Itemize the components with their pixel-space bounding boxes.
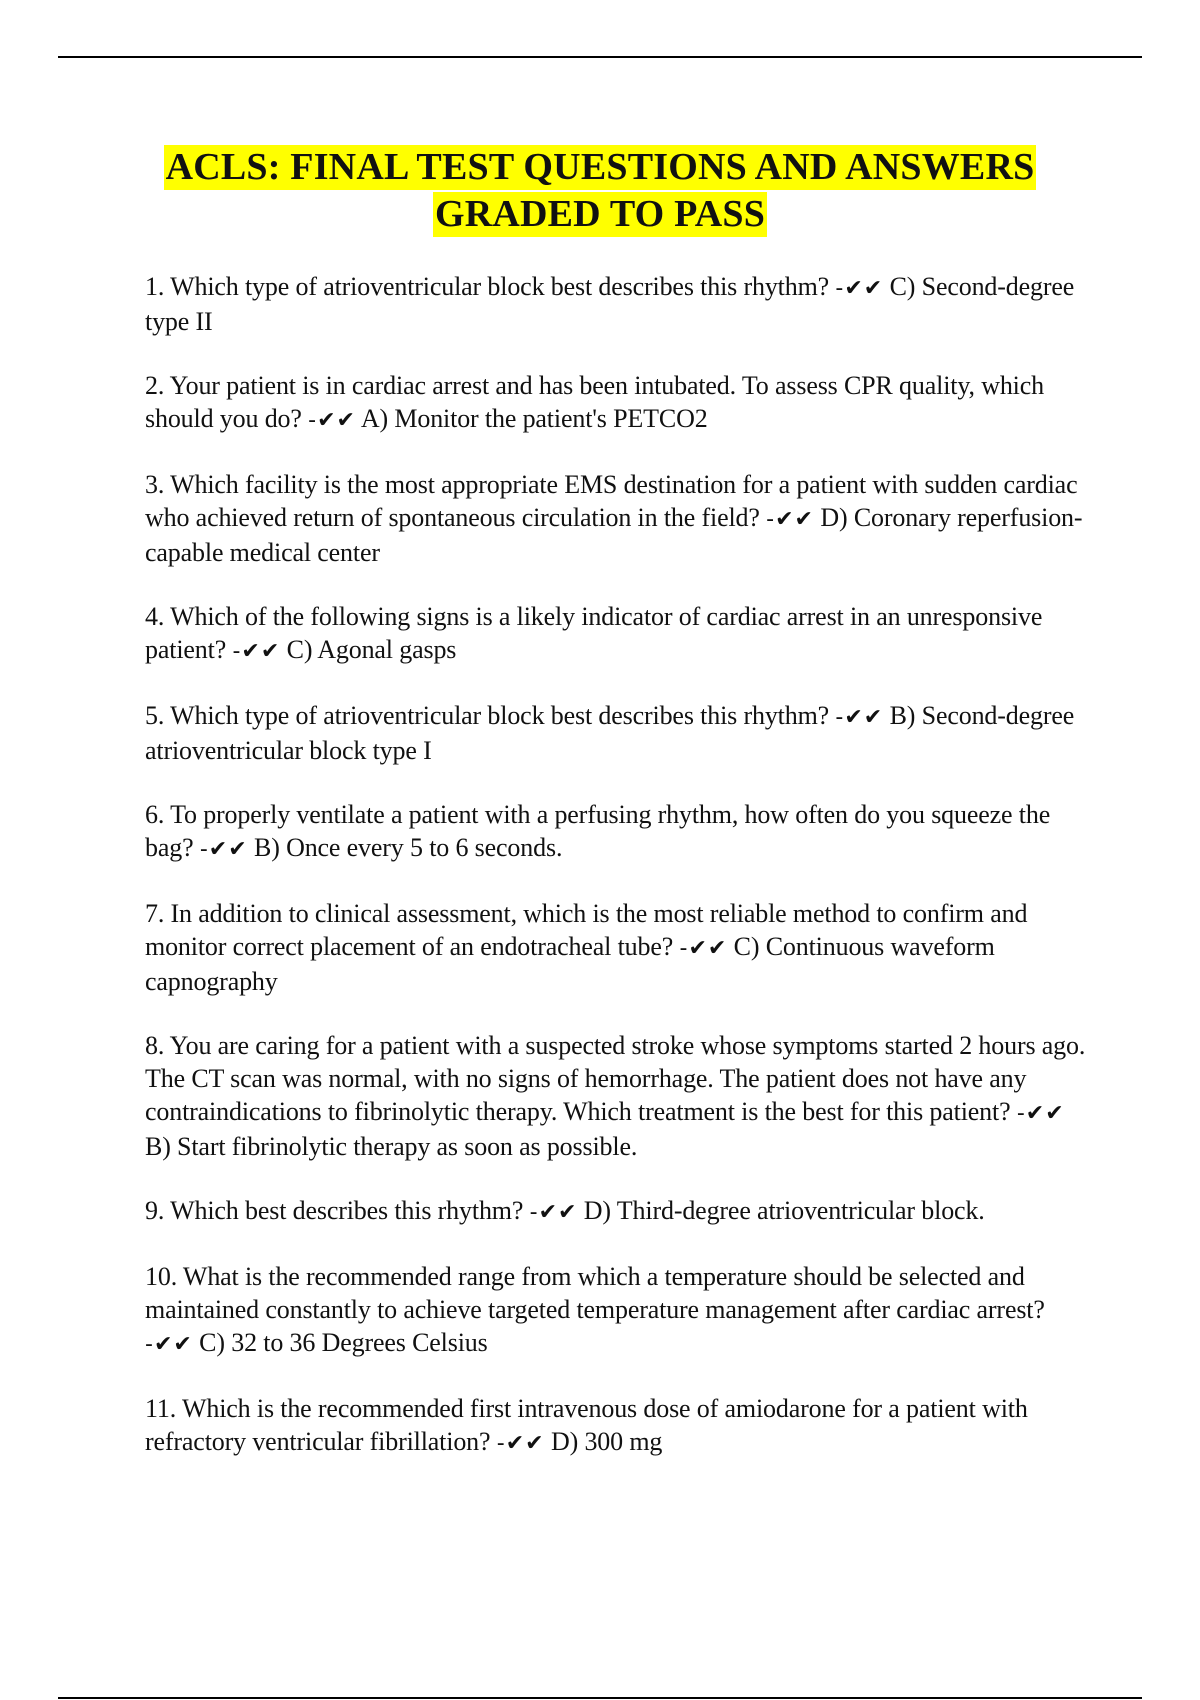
bottom-rule <box>58 1697 1142 1699</box>
question-text: 4. Which of the following signs is a likely indicator of cardiac arrest in an unresponsive patient? <box>145 602 1043 664</box>
qa-item-1 <box>145 270 1095 338</box>
check-mark-icon: -✔✔ <box>308 408 356 433</box>
question-text: 11. Which is the recommended first intravenous dose of amiodarone for a patient with refractory ventricular fibrillation? <box>145 1394 1028 1456</box>
question-text: 2. Your patient is in cardiac arrest and has been intubated. To assess CPR quality, which should you do? <box>145 371 1044 433</box>
answer-text: C) Second-degree type II <box>145 272 1075 336</box>
question-text: 5. Which type of atrioventricular block best describes this rhythm? <box>145 701 830 730</box>
check-mark-icon: -✔✔ <box>679 936 728 961</box>
answer-text: D) 300 mg <box>550 1427 663 1456</box>
qa-item-3 <box>145 468 1095 569</box>
qa-item-4 <box>145 600 1095 668</box>
title-line-2: GRADED TO PASS <box>434 193 766 235</box>
question-text: 3. Which facility is the most appropriate EMS destination for a patient with sudden cardiac who achieved return of spontaneous circulation in the field? <box>145 470 1078 532</box>
answer-text: B) Start fibrinolytic therapy as soon as possible. <box>145 1132 638 1161</box>
qa-item-2 <box>145 369 1095 437</box>
answer-text: C) 32 to 36 Degrees Celsius <box>199 1328 488 1357</box>
check-mark-icon: -✔✔ <box>835 276 884 301</box>
answer-text: C) Continuous waveform capnography <box>145 932 995 996</box>
top-rule <box>58 56 1142 58</box>
qa-item-5 <box>145 699 1095 767</box>
answer-text: B) Second-degree atrioventricular block type I <box>145 701 1075 765</box>
check-mark-icon: -✔✔ <box>1016 1101 1065 1126</box>
question-text: 8. You are caring for a patient with a suspected stroke whose symptoms started 2 hours ago. The CT scan was normal, with no signs of hemorrhage. The patient does not have any contraindications to fibrinolytic therapy. Which treatment is the best for this patient? <box>145 1031 1086 1126</box>
question-text: 7. In addition to clinical assessment, which is the most reliable method to confirm and monitor correct placement of an endotracheal tube? <box>145 899 1028 961</box>
document-title <box>60 144 1140 238</box>
question-text: 6. To properly ventilate a patient with a perfusing rhythm, how often do you squeeze the bag? <box>145 800 1051 862</box>
question-text: 9. Which best describes this rhythm? <box>145 1196 524 1225</box>
qa-item-10 <box>145 1260 1095 1361</box>
answer-text: A) Monitor the patient's PETCO2 <box>360 404 708 433</box>
check-mark-icon: -✔✔ <box>232 639 281 664</box>
title-line-1: ACLS: FINAL TEST QUESTIONS AND ANSWERS <box>165 146 1035 188</box>
question-answer-list <box>145 270 1095 1491</box>
answer-text: B) Once every 5 to 6 seconds. <box>254 833 563 862</box>
check-mark-icon: -✔✔ <box>766 507 814 532</box>
qa-item-9 <box>145 1194 1095 1229</box>
answer-text: C) Agonal gasps <box>286 635 457 664</box>
check-mark-icon: -✔✔ <box>529 1200 578 1225</box>
question-text: 10. What is the recommended range from which a temperature should be selected and maintained constantly to achieve targeted temperature management after cardiac arrest? <box>145 1262 1045 1324</box>
qa-item-11 <box>145 1392 1095 1460</box>
check-mark-icon: -✔✔ <box>496 1431 545 1456</box>
qa-item-6 <box>145 798 1095 866</box>
answer-text: D) Third-degree atrioventricular block. <box>583 1196 985 1225</box>
qa-item-8 <box>145 1029 1095 1163</box>
answer-text: D) Coronary reperfusion-capable medical center <box>145 503 1083 567</box>
check-mark-icon: -✔✔ <box>199 837 248 862</box>
check-mark-icon: -✔✔ <box>835 705 884 730</box>
check-mark-icon: -✔✔ <box>145 1332 193 1357</box>
qa-item-7 <box>145 897 1095 998</box>
question-text: 1. Which type of atrioventricular block best describes this rhythm? <box>145 272 830 301</box>
